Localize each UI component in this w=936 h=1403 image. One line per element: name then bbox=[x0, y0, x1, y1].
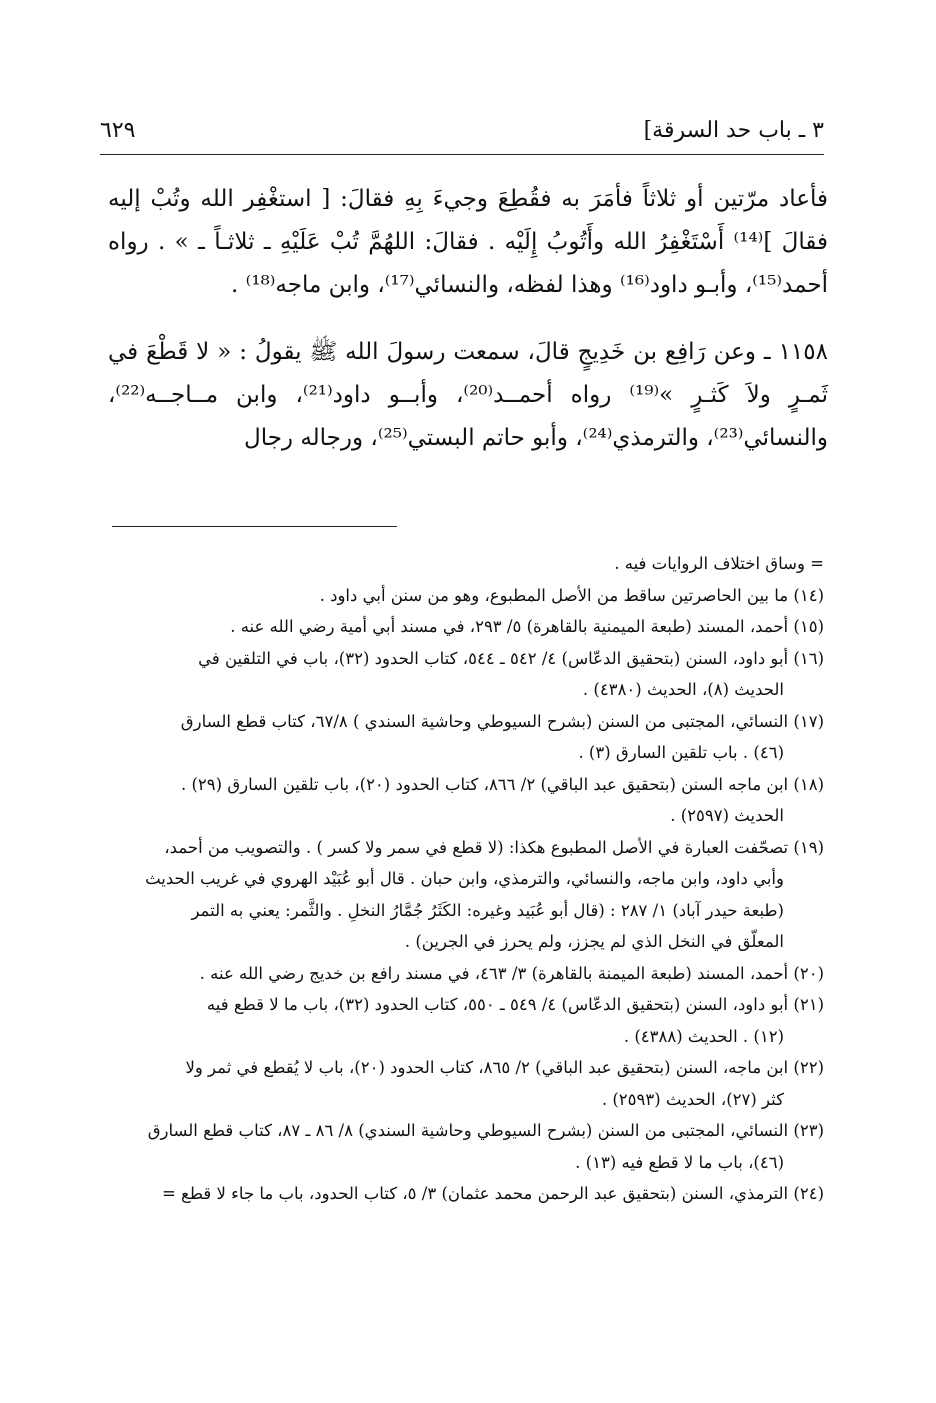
footnote-21-cont: (١٢) . الحديث (٤٣٨٨) . bbox=[623, 1026, 784, 1046]
footnote-19-line3: (طبعة حيدر آباد) ١/ ٢٨٧ : (قال أبو عُبَيد وغيره: الكَثَرُ جُمَّارُ النخلِ . والثَّمر: يعني به التمر bbox=[191, 900, 784, 920]
footnote-22: (٢٢) ابن ماجه، السنن (بتحقيق عبد الباقي) ٢/ ٨٦٥، كتاب الحدود (٢٠)، باب لا يُقطع في ثمر ولا bbox=[185, 1058, 824, 1077]
footnote-15: (١٥) أحمد، المسند (طبعة الميمنية بالقاهرة) ٥/ ٢٩٣، في مسند أبي أمية رضي الله عنه . bbox=[230, 617, 824, 636]
footnote-24: (٢٤) الترمذي، السنن (بتحقيق عبد الرحمن محمد عثمان) ٣/ ٥، كتاب الحدود، باب ما جاء لا قطع = bbox=[161, 1184, 824, 1203]
footnote-21: (٢١) أبو داود، السنن (بتحقيق الدعّاس) ٤/ ٥٤٩ ـ ٥٥٠، كتاب الحدود (٣٢)، باب ما لا قطع فيه bbox=[206, 995, 824, 1014]
footnote-17-cont: (٤٦) . باب تلقين السارق (٣) . bbox=[578, 743, 784, 762]
footnote-20: (٢٠) أحمد، المسند (طبعة الميمنة بالقاهرة) ٣/ ٤٦٣، في مسند رافع بن خديج رضي الله عنه . bbox=[199, 963, 824, 983]
footnote-19: (١٩) تصحّفت العبارة في الأصل المطبوع هكذا: (لا قطع في سمر ولا كسر ) . والتصويب من أحمد، bbox=[164, 837, 824, 857]
footnotes bbox=[100, 548, 824, 1210]
page-number: ٦٢٩ bbox=[100, 118, 136, 143]
footnote-19-line4: المعلّق في النخل الذي لم يجزز، ولم يحرز في الجرين) . bbox=[404, 932, 784, 951]
footnote-18: (١٨) ابن ماجه السنن (بتحقيق عبد الباقي) ٢/ ٨٦٦، كتاب الحدود (٢٠)، باب تلقين السارق (٢٩) . bbox=[180, 774, 824, 794]
footnote-separator bbox=[112, 526, 397, 527]
paragraph-hadith-continuation: فأعاد مرّتين أو ثلاثاً فأمَرَ به فقُطِعَ وجيءَ بِهِ فقالَ: [ استغْفِر الله وتُبْ إليه فقالَ ]⁽¹⁴⁾ أَسْتَغْفِرُ الله وأَتُوبُ إِلَيْه . فقالَ: اللهُمَّ تُبْ عَلَيْهِ ـ ثلاثـاً ـ » . رواه أحمد⁽¹⁵⁾، وأبـو داود⁽¹⁶⁾ وهذا لفظه، والنسائي⁽¹⁷⁾، وابن ماجه⁽¹⁸⁾ . bbox=[108, 186, 829, 298]
footnote-16-cont: الحديث (٨)، الحديث (٤٣٨٠) . bbox=[582, 680, 784, 699]
footnote-23-cont: (٤٦)، باب ما لا قطع فيه (١٣) . bbox=[575, 1152, 784, 1172]
footnote-17: (١٧) النسائي، المجتبى من السنن (بشرح السيوطي وحاشية السندي ) ٦٧/٨، كتاب قطع السارق bbox=[180, 711, 824, 731]
footnote-22-cont: كثر (٢٧)، الحديث (٢٥٩٣) . bbox=[601, 1089, 784, 1109]
footnote-14: (١٤) ما بين الحاصرتين ساقط من الأصل المطبوع، وهو من سنن أبي داود . bbox=[319, 585, 824, 605]
footnote-continuation: = وساق اختلاف الروايات فيه . bbox=[614, 554, 824, 573]
main-text bbox=[108, 178, 828, 460]
running-header bbox=[100, 110, 824, 160]
paragraph-hadith-1158: ١١٥٨ ـ وعن رَافِع بن خَدِيجٍ قالَ، سمعت رسولَ الله ﷺ يقولُ : « لا قَطْعَ في ثَمـرٍ ولاَ كَثـرٍ »⁽¹⁹⁾ رواه أحمــد⁽²⁰⁾، وأبــو داود⁽²¹⁾، وابن مــاجــه⁽²²⁾، والنسائي⁽²³⁾، والترمذي⁽²⁴⁾، وأبو حاتم البستي⁽²⁵⁾، ورجاله رجال bbox=[108, 339, 828, 451]
footnote-16: (١٦) أبو داود، السنن (بتحقيق الدعّاس) ٤/ ٥٤٢ ـ ٥٤٤، كتاب الحدود (٣٢)، باب في التلقين في bbox=[198, 648, 824, 668]
header-rule bbox=[100, 154, 824, 155]
footnote-23: (٢٣) النسائي، المجتبى من السنن (بشرح السيوطي وحاشية السندي) ٨/ ٨٦ ـ ٨٧، كتاب قطع السارق bbox=[147, 1121, 824, 1140]
footnote-18-cont: الحديث (٢٥٩٧) . bbox=[670, 806, 784, 825]
chapter-title: ٣ ـ باب حد السرقة] bbox=[643, 118, 824, 143]
footnote-19-line2: وأبي داود، وابن ماجه، والنسائي، والترمذي، وابن حبان . قال أبو عُبَيْد الهروي في غريب الحديث bbox=[145, 869, 784, 888]
